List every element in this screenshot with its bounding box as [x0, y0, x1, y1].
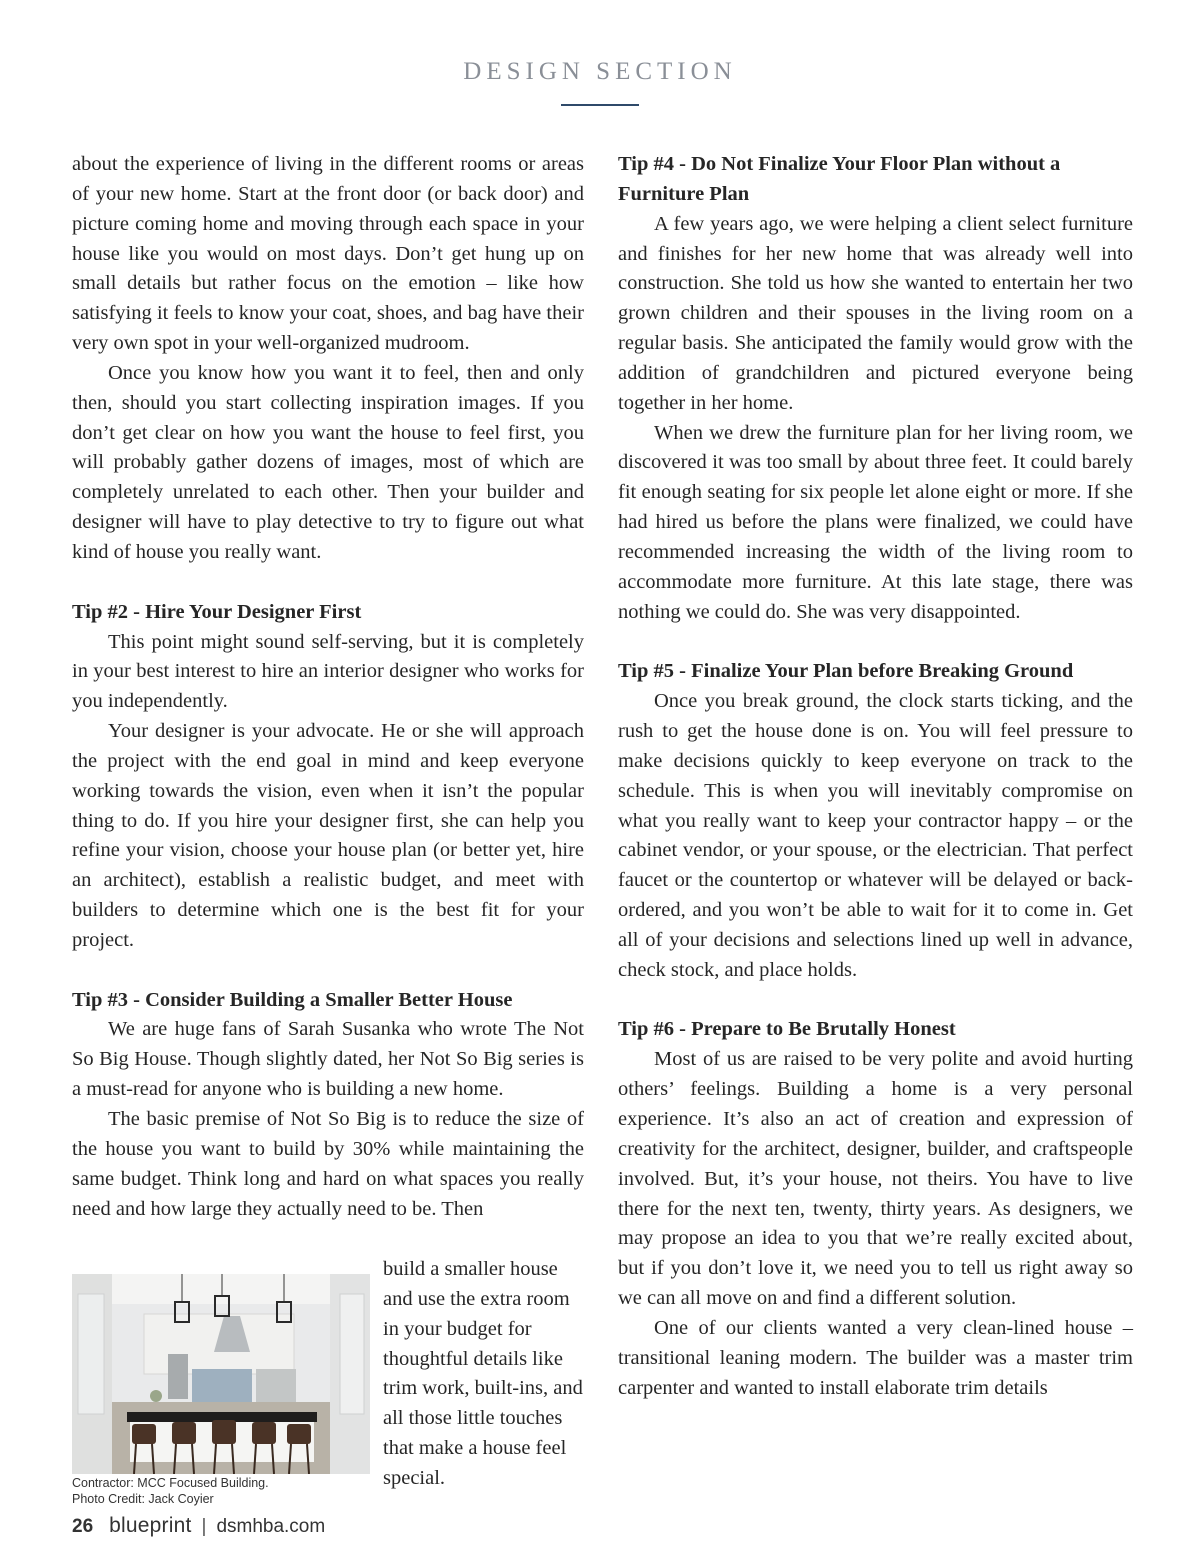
tip6-heading: Tip #6 - Prepare to Be Brutally Honest: [618, 1018, 956, 1041]
tip5-heading: Tip #5 - Finalize Your Plan before Breaking Ground: [618, 660, 1074, 683]
tip2-paragraph-2: Your designer is your advocate. He or she will approach the project with the end goal in mind and keep everyone working towards the vision, even when it isn’t the popular thing to do. If you hire your designer first, she can help you refine your vision, choose your house plan (or better yet, hire an architect), establish a realistic budget, and meet with builders to determine which one is the best fit for your project.: [72, 720, 584, 951]
kitchen-photo-illustration: [72, 1274, 370, 1474]
page-footer: [72, 1514, 325, 1538]
right-column: [618, 150, 1133, 1403]
kitchen-photo: [72, 1274, 370, 1474]
tip6-paragraph-1: Most of us are raised to be very polite and avoid hurting others’ feelings. Building a home is a very personal experience. It’s also an act of creation and expression of creativity for the architect, designer, builder, and craftspeople involved. But, it’s your house, not theirs. You have to live there for the next ten, twenty, thirty years. As designers, we may propose an idea to you that we’re really excited about, but if you don’t love it, we need you to tell us right away so we can all move on and find a different solution.: [618, 1048, 1133, 1310]
intro-paragraph: about the experience of living in the different rooms or areas of your new home. Start at the front door (or back door) and picture coming home and moving through each space in your house like you would on most days. Don’t get hung up on small details but rather focus on the emotion – like how satisfying it feels to know your coat, shoes, and bag have their very own spot in your well-organized mudroom.: [72, 153, 584, 355]
page-number: 26: [72, 1516, 94, 1537]
tip3-wrap-text: [383, 1255, 583, 1494]
tip5-paragraph: Once you break ground, the clock starts ticking, and the rush to get the house done is on. You will feel pressure to make decisions quickly to keep everyone on track to the schedule. This is when you will inevitably compromise on what you really want to keep your contractor happy – or the cabinet vendor, or your spouse, or the electrician. That perfect faucet or the countertop or whatever will be delayed or back-ordered, and you won’t be able to wait for it to come in. Get all of your decisions and selections lined up well in advance, check stock, and place holds.: [618, 690, 1133, 981]
footer-separator: |: [201, 1516, 207, 1537]
website-link[interactable]: dsmhba.com: [216, 1516, 326, 1537]
tip3-paragraph-2: The basic premise of Not So Big is to reduce the size of the house you want to build by 30% while maintaining the same budget. Think long and hard on what spaces you really need and how large they actually need to be. Then: [72, 1108, 584, 1220]
photo-caption: [72, 1475, 269, 1507]
tip4-paragraph-2: When we drew the furniture plan for her living room, we discovered it was too small by about three feet. It could barely fit enough seating for six people let alone eight or more. If she had hired us before the plans were finalized, we could have recommended increasing the width of the living room to accommodate more furniture. At this late stage, there was nothing we could do. She was very disappointed.: [618, 421, 1133, 623]
section-title: DESIGN SECTION: [463, 58, 737, 85]
caption-photo-credit: Photo Credit: Jack Coyier: [72, 1492, 214, 1506]
tip3-heading: Tip #3 - Consider Building a Smaller Better House: [72, 988, 513, 1011]
caption-contractor: Contractor: MCC Focused Building.: [72, 1476, 269, 1490]
header-divider: [561, 104, 639, 106]
tip3-paragraph-continued: build a smaller house and use the extra room in your budget for thoughtful details like trim work, built-ins, and all those little touches that make a house feel special.: [383, 1258, 583, 1489]
tip4-paragraph-1: A few years ago, we were helping a client select furniture and finishes for her new home that was already well into construction. She told us how she wanted to entertain her two grown children and their spouses in the living room on a regular basis. She anticipated the family would grow with the addition of grandchildren and pictured everyone being together in her home.: [618, 212, 1133, 414]
inspiration-paragraph: Once you know how you want it to feel, then and only then, should you start collecting inspiration images. If you don’t get clear on how you want the house to feel first, you will probably gather dozens of images, most of which are completely unrelated to each other. Then your builder and designer will have to play detective to try to figure out what kind of house you really want.: [72, 361, 584, 563]
tip3-paragraph-1: We are huge fans of Sarah Susanka who wrote The Not So Big House. Though slightly dated, her Not So Big series is a must-read for anyone who is building a new home.: [72, 1018, 584, 1101]
tip4-heading: Tip #4 - Do Not Finalize Your Floor Plan without a Furniture Plan: [618, 153, 1061, 205]
tip2-paragraph-1: This point might sound self-serving, but it is completely in your best interest to hire an interior designer who works for you independently.: [72, 630, 584, 713]
magazine-logo: blueprint: [109, 1514, 192, 1537]
tip6-paragraph-2: One of our clients wanted a very clean-lined house – transitional leaning modern. The builder was a master trim carpenter and wanted to install elaborate trim details: [618, 1316, 1133, 1399]
tip2-heading: Tip #2 - Hire Your Designer First: [72, 600, 362, 623]
left-column: [72, 150, 584, 1224]
